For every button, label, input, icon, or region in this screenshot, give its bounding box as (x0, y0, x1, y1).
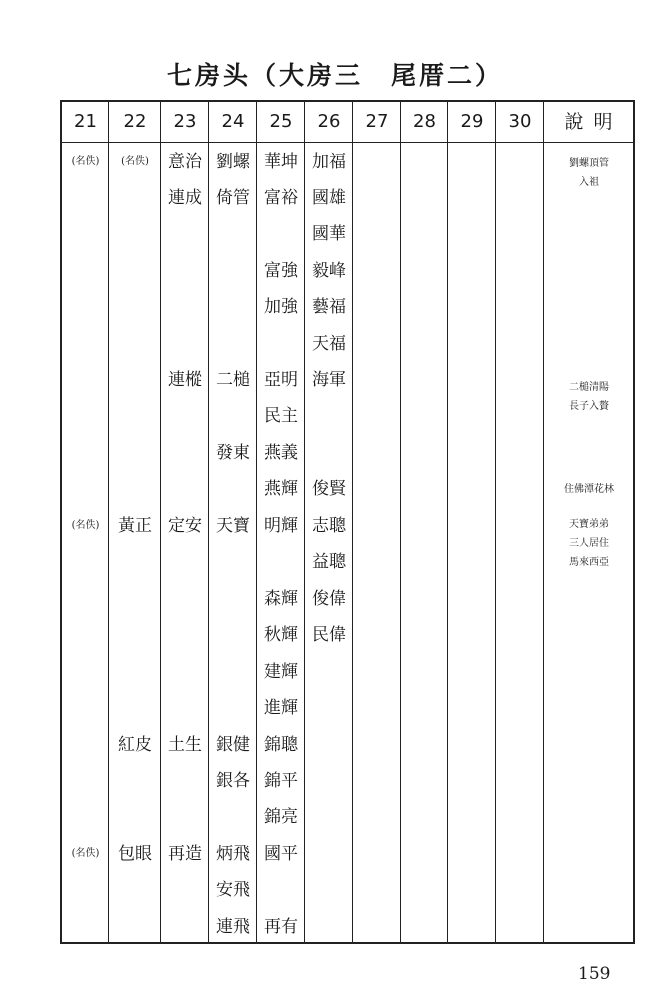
name-cell: 倚管 (216, 188, 250, 208)
name-cell: 國華 (312, 224, 346, 244)
header-cell: 25 (269, 111, 293, 132)
name-cell: (名佚) (71, 156, 100, 167)
note-block (544, 378, 634, 416)
name-cell: 錦平 (264, 771, 298, 791)
name-cell: 益聰 (312, 552, 346, 572)
header-divider (62, 142, 633, 143)
note-line: 天寶弟弟 (569, 519, 609, 530)
name-cell: 錦聰 (264, 735, 298, 755)
column-29 (448, 102, 496, 942)
header-cell: 24 (221, 111, 245, 132)
name-cell: 海軍 (312, 370, 346, 390)
name-cell: 再造 (168, 844, 202, 864)
name-cell: 亞明 (264, 370, 298, 390)
header-cell: 26 (317, 111, 341, 132)
note-block (544, 480, 634, 499)
name-cell: 加強 (264, 297, 298, 317)
name-cell: 藝福 (312, 297, 346, 317)
name-cell: 民偉 (312, 625, 346, 645)
header-cell: 28 (413, 111, 436, 132)
name-cell: 毅峰 (312, 261, 346, 281)
header-cell: 22 (123, 111, 147, 132)
name-cell: 民主 (264, 406, 298, 426)
name-cell: 炳飛 (216, 844, 250, 864)
header-cell: 30 (508, 111, 532, 132)
header-cell: 29 (460, 111, 484, 132)
note-line: 住佛潭花林 (564, 484, 614, 495)
name-cell: 燕輝 (264, 479, 298, 499)
note-line: 馬來西亞 (569, 557, 609, 568)
note-line: 劉螺頂管 (569, 158, 609, 169)
name-cell: 連樅 (168, 370, 202, 390)
note-line: 入祖 (579, 177, 599, 188)
header-cell-notes: 說明 (564, 111, 623, 133)
name-cell: 國平 (264, 844, 298, 864)
name-cell: 黃正 (118, 516, 152, 536)
name-cell: 俊偉 (312, 589, 346, 609)
name-cell: 天福 (312, 334, 346, 354)
note-block (544, 515, 634, 572)
name-cell: 華坤 (264, 152, 298, 172)
genealogy-table (60, 100, 635, 944)
column-30 (496, 102, 544, 942)
name-cell: 定安 (168, 516, 202, 536)
name-cell: (名佚) (71, 520, 100, 531)
name-cell: 加福 (312, 152, 346, 172)
name-cell: 俊賢 (312, 479, 346, 499)
name-cell: 銀健 (216, 735, 250, 755)
name-cell: 發東 (216, 443, 250, 463)
name-cell: 富裕 (264, 188, 298, 208)
name-cell: 燕義 (264, 443, 298, 463)
name-cell: 秋輝 (264, 625, 298, 645)
name-cell: (名佚) (71, 848, 100, 859)
header-cell: 23 (173, 111, 197, 132)
note-block (544, 154, 634, 192)
header-cell: 21 (74, 111, 97, 132)
name-cell: 建輝 (264, 662, 298, 682)
name-cell: 明輝 (264, 516, 298, 536)
page-title: 七房头（大房三 尾厝二） (166, 61, 503, 90)
name-cell: 國雄 (312, 188, 346, 208)
name-cell: (名佚) (121, 156, 149, 167)
note-line: 長子入贅 (569, 401, 609, 412)
name-cell: 再有 (264, 917, 298, 937)
name-cell: 志聰 (312, 516, 346, 536)
column-28 (401, 102, 448, 942)
name-cell: 意治 (168, 152, 202, 172)
name-cell: 安飛 (216, 880, 250, 900)
note-line: 三人居住 (569, 538, 609, 549)
name-cell: 錦亮 (264, 807, 298, 827)
name-cell: 連飛 (216, 917, 250, 937)
name-cell: 天寶 (216, 516, 250, 536)
name-cell: 土生 (168, 735, 202, 755)
column-27 (353, 102, 401, 942)
name-cell: 森輝 (264, 589, 298, 609)
name-cell: 二槌 (216, 370, 250, 390)
header-cell: 27 (365, 111, 389, 132)
name-cell: 富強 (264, 261, 298, 281)
page-number: 159 (578, 964, 611, 984)
name-cell: 劉螺 (216, 152, 250, 172)
name-cell: 連成 (168, 188, 202, 208)
name-cell: 進輝 (264, 698, 298, 718)
name-cell: 銀各 (216, 771, 250, 791)
name-cell: 紅皮 (118, 735, 152, 755)
name-cell: 包眼 (118, 844, 152, 864)
note-line: 二槌清陽 (569, 382, 609, 393)
